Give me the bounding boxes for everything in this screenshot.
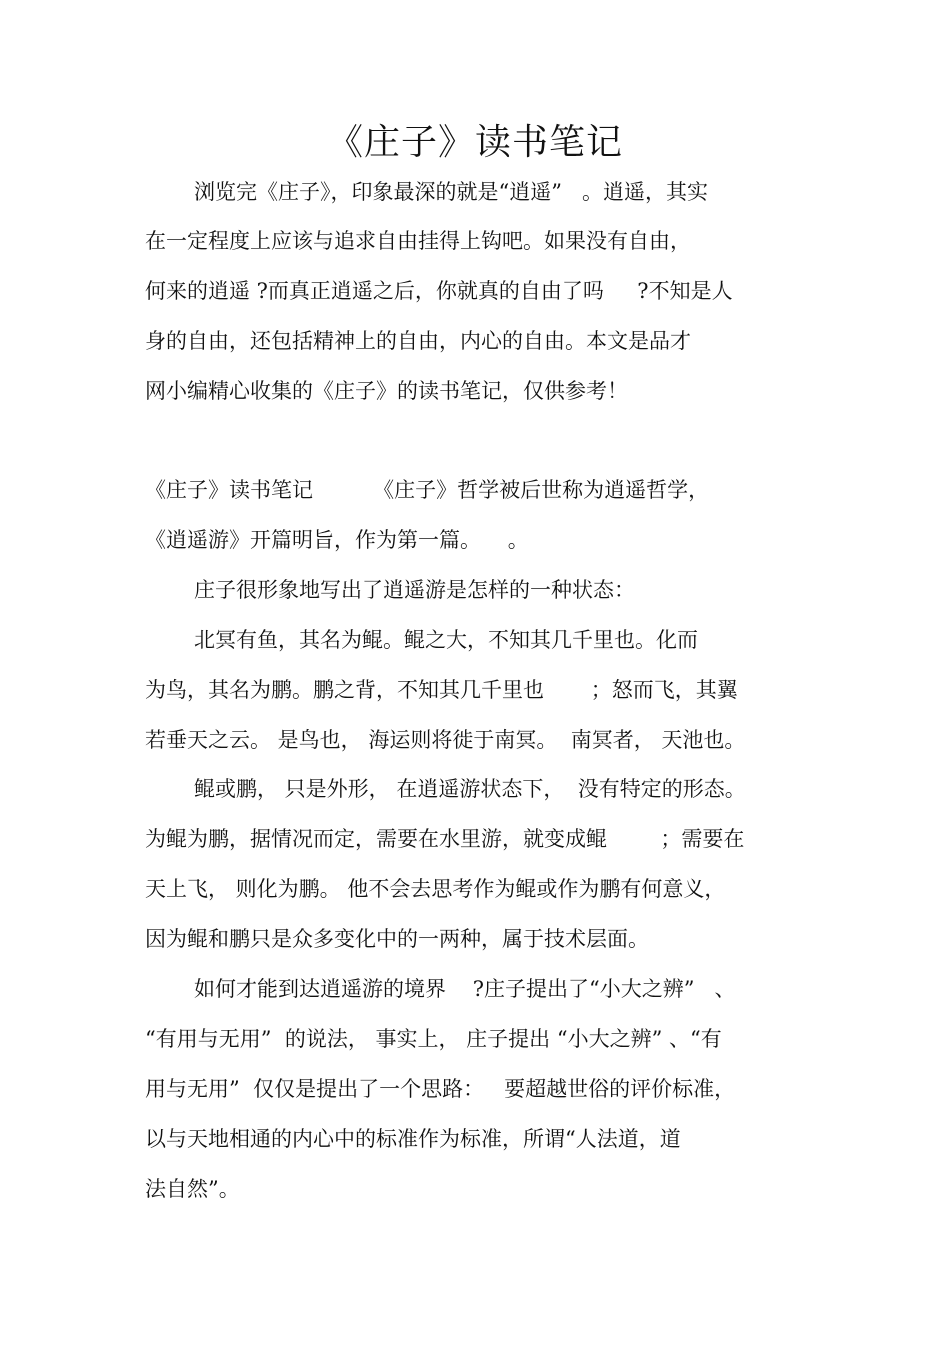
paragraph-line: 如何才能到达逍遥游的境界 ?庄子提出了“小大之辨” 、 bbox=[194, 977, 736, 1001]
paragraph-line: 若垂天之云。 是鸟也， 海运则将徙于南冥。 南冥者， 天池也。 bbox=[145, 728, 746, 752]
paragraph-line: 浏览完《庄子》，印象最深的就是“逍遥” 。逍遥，其实 bbox=[194, 180, 708, 204]
paragraph-line: 《庄子》读书笔记 《庄子》哲学被后世称为逍遥哲学， bbox=[145, 478, 710, 502]
paragraph-line: 网小编精心收集的《庄子》的读书笔记，仅供参考！ bbox=[145, 379, 628, 403]
paragraph-line: 为鲲为鹏，据情况而定，需要在水里游，就变成鲲 ；需要在 bbox=[145, 827, 745, 851]
paragraph-line: 庄子很形象地写出了逍遥游是怎样的一种状态： bbox=[194, 578, 635, 602]
document-title: 《庄子》读书笔记 bbox=[326, 122, 623, 163]
paragraph-line: 法自然”。 bbox=[145, 1177, 240, 1201]
paragraph-line: 《逍遥游》开篇明旨，作为第一篇。 。 bbox=[145, 528, 529, 552]
paragraph-line: 北冥有鱼，其名为鲲。鲲之大，不知其几千里也。化而 bbox=[194, 628, 698, 652]
paragraph-line: 为鸟，其名为鹏。鹏之背，不知其几千里也 ；怒而飞，其翼 bbox=[145, 678, 738, 702]
paragraph-line: 鲲或鹏， 只是外形， 在逍遥游状态下， 没有特定的形态。 bbox=[194, 777, 746, 801]
paragraph-line: 用与无用” 仅仅是提出了一个思路： 要超越世俗的评价标准， bbox=[145, 1077, 736, 1101]
paragraph-line: 天上飞， 则化为鹏。 他不会去思考作为鲲或作为鹏有何意义， bbox=[145, 877, 726, 901]
paragraph-line: 身的自由，还包括精神上的自由，内心的自由。本文是品才 bbox=[145, 329, 691, 353]
paragraph-line: 因为鲲和鹏只是众多变化中的一两种，属于技术层面。 bbox=[145, 927, 649, 951]
paragraph-line: “有用与无用” 的说法， 事实上， 庄子提出 “小大之辨” 、“有 bbox=[145, 1027, 722, 1051]
paragraph-line: 何来的逍遥 ?而真正逍遥之后，你就真的自由了吗 ?不知是人 bbox=[145, 279, 733, 303]
paragraph-line: 以与天地相通的内心中的标准作为标准，所谓“人法道，道 bbox=[145, 1127, 681, 1151]
paragraph-line: 在一定程度上应该与追求自由挂得上钩吧。如果没有自由， bbox=[145, 229, 691, 253]
